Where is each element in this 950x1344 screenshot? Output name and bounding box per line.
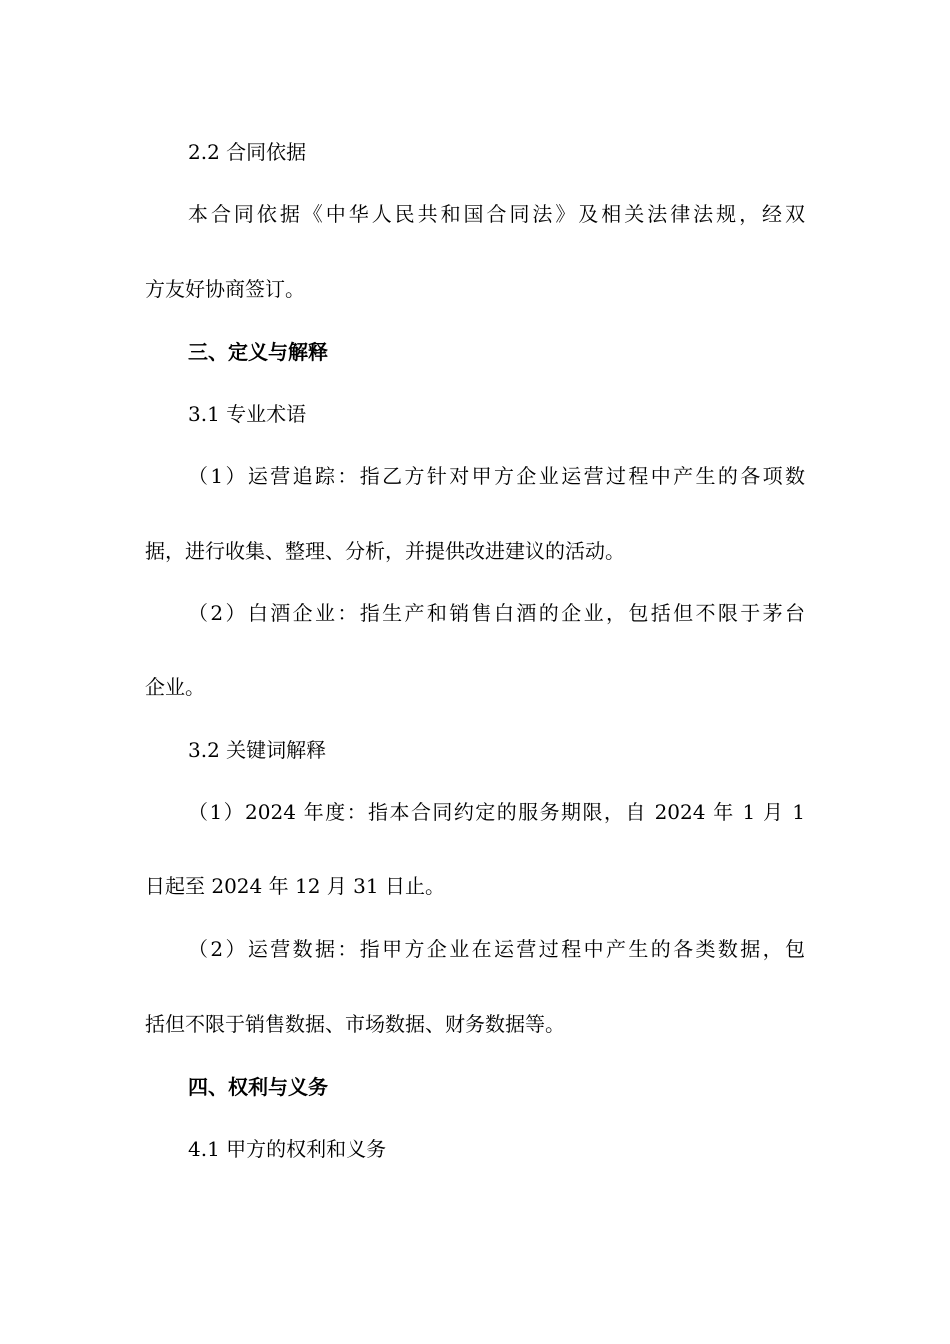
keyword-operation-data-line-2: 括但不限于销售数据、市场数据、财务数据等。 [145,1012,565,1036]
section-4-heading: 四、权利与义务 [188,1075,328,1099]
section-3-2-heading: 3.2 关键词解释 [188,738,327,762]
term-operation-tracking-line-1: （1）运营追踪：指乙方针对甲方企业运营过程中产生的各项数 [188,464,805,488]
term-baijiu-enterprise-line-2: 企业。 [145,675,205,699]
section-3-1-heading: 3.1 专业术语 [188,402,307,426]
section-2-2-paragraph-line-2: 方友好协商签订。 [145,277,305,301]
section-2-2-heading: 2.2 合同依据 [188,140,307,164]
keyword-2024-year-line-2: 日起至 2024 年 12 月 31 日止。 [145,874,445,898]
section-3-heading: 三、定义与解释 [188,340,328,364]
section-4-1-heading: 4.1 甲方的权利和义务 [188,1137,387,1161]
term-operation-tracking-line-2: 据，进行收集、整理、分析，并提供改进建议的活动。 [145,539,625,563]
keyword-2024-year-line-1: （1）2024 年度：指本合同约定的服务期限，自 2024 年 1 月 1 [188,800,805,824]
keyword-operation-data-line-1: （2）运营数据：指甲方企业在运营过程中产生的各类数据，包 [188,937,805,961]
term-baijiu-enterprise-line-1: （2）白酒企业：指生产和销售白酒的企业，包括但不限于茅台 [188,601,805,625]
section-2-2-paragraph-line-1: 本合同依据《中华人民共和国合同法》及相关法律法规，经双 [188,202,805,226]
